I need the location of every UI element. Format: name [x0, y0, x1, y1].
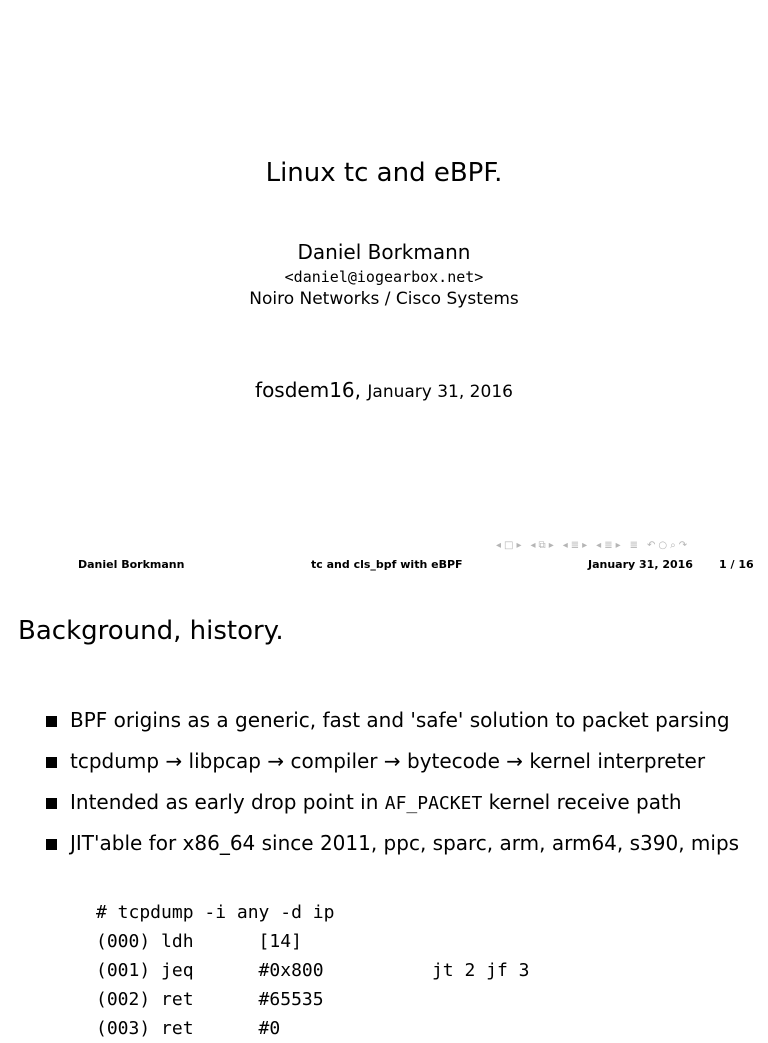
event-line — [0, 378, 768, 402]
footer-author: Daniel Borkmann — [78, 558, 185, 571]
next-subsection-icon[interactable]: ▸ — [582, 539, 588, 551]
list-item — [46, 706, 739, 747]
next-slide-icon[interactable]: ▸ — [516, 539, 522, 551]
bullet-text-after: kernel receive path — [482, 790, 682, 814]
bullet-square-icon — [46, 716, 57, 727]
frame-icon[interactable]: ⧉ — [538, 539, 546, 551]
slide-footer — [0, 558, 768, 574]
subsection-icon[interactable]: ≣ — [570, 539, 580, 551]
next-section-icon[interactable]: ▸ — [615, 539, 621, 551]
beamer-navigation — [496, 538, 766, 552]
footer-date: January 31, 2016 — [588, 558, 693, 571]
prev-section-icon[interactable]: ◂ — [596, 539, 602, 551]
search-icon[interactable]: ○ — [658, 539, 668, 551]
bullet-code-term: AF_PACKET — [384, 793, 483, 814]
list-item — [46, 829, 739, 870]
author-name: Daniel Borkmann — [297, 240, 471, 264]
event-date: January 31, 2016 — [367, 382, 513, 402]
bullet-text: BPF origins as a generic, fast and 'safe' solution to packet parsing — [70, 708, 730, 732]
slide-icon[interactable]: □ — [504, 539, 514, 551]
list-item — [46, 747, 739, 788]
zoom-icon[interactable]: ⌕ — [670, 539, 676, 551]
code-listing: # tcpdump -i any -d ip (000) ldh [14] (001) jeq #0x800 jt 2 jf 3 (002) ret #65535 (003) ret #0 — [96, 902, 530, 1039]
list-item — [46, 788, 739, 829]
author-affiliation: Noiro Networks / Cisco Systems — [249, 289, 519, 309]
section-icon[interactable]: ≣ — [604, 539, 613, 551]
presentation-title: Linux tc and eBPF. — [265, 158, 503, 188]
bullet-square-icon — [46, 798, 57, 809]
frame-title: Background, history. — [18, 616, 284, 646]
bullet-text: JIT'able for x86_64 since 2011, ppc, sparc, arm, arm64, s390, mips — [70, 831, 740, 855]
bullet-square-icon — [46, 839, 57, 850]
footer-talk-title: tc and cls_bpf with eBPF — [311, 558, 463, 571]
author-email: <daniel@iogearbox.net> — [284, 268, 484, 286]
document-icon[interactable]: ≣ — [629, 539, 639, 551]
prev-slide-icon[interactable]: ◂ — [496, 539, 502, 551]
bullet-list — [46, 706, 739, 870]
bullet-text: tcpdump → libpcap → compiler → bytecode → kernel interpreter — [70, 749, 706, 773]
prev-frame-icon[interactable]: ◂ — [530, 539, 536, 551]
content-slide — [0, 584, 768, 1039]
bullet-text-before: Intended as early drop point in — [70, 790, 385, 814]
footer-page-number: 1 / 16 — [719, 558, 754, 571]
bullet-square-icon — [46, 757, 57, 768]
event-name: fosdem16, — [255, 378, 362, 402]
forward-icon[interactable]: ↷ — [678, 539, 688, 551]
next-frame-icon[interactable]: ▸ — [548, 539, 554, 551]
back-icon[interactable]: ↶ — [647, 539, 656, 551]
prev-subsection-icon[interactable]: ◂ — [562, 539, 568, 551]
